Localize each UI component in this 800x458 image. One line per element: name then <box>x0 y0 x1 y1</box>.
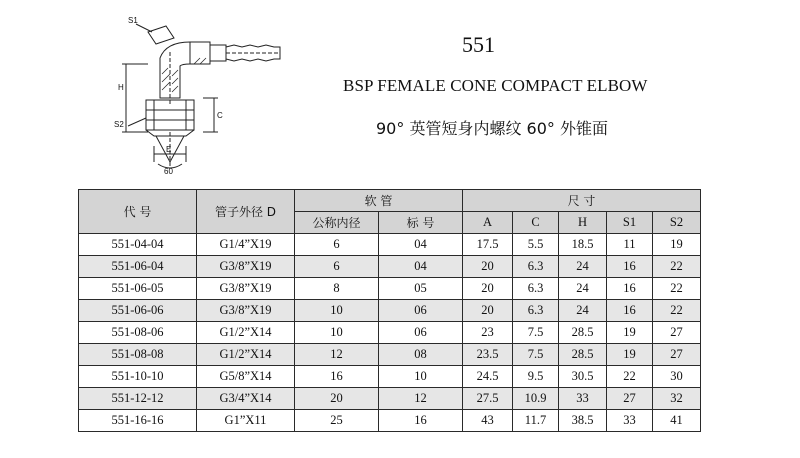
cell-hose-mark: 04 <box>379 256 463 278</box>
cell-c: 6.3 <box>513 278 559 300</box>
cell-code: 551-08-08 <box>79 344 197 366</box>
cell-s1: 16 <box>607 300 653 322</box>
table-row <box>79 278 701 300</box>
cell-hose-mark: 10 <box>379 366 463 388</box>
cell-a: 23.5 <box>463 344 513 366</box>
cell-s1: 19 <box>607 344 653 366</box>
header-s2: S2 <box>653 212 701 234</box>
cell-code: 551-06-04 <box>79 256 197 278</box>
label-h: H <box>118 83 124 92</box>
cell-s1: 22 <box>607 366 653 388</box>
chinese-title: 90° 英管短身内螺纹 60° 外锥面 <box>376 119 608 138</box>
cell-hose-mark: 05 <box>379 278 463 300</box>
cell-hose-od: G1”X11 <box>197 410 295 432</box>
s1-flat <box>148 26 174 44</box>
label-c: C <box>217 111 223 120</box>
cell-hose-nominal: 10 <box>295 300 379 322</box>
cell-code: 551-16-16 <box>79 410 197 432</box>
table-row <box>79 344 701 366</box>
header-s1: S1 <box>607 212 653 234</box>
part-number: 551 <box>462 32 495 57</box>
cell-a: 20 <box>463 300 513 322</box>
table-row <box>79 388 701 410</box>
cell-hose-nominal: 25 <box>295 410 379 432</box>
cell-h: 33 <box>559 388 607 410</box>
cell-s2: 22 <box>653 300 701 322</box>
cell-s1: 16 <box>607 278 653 300</box>
header-hose-od: 管子外径 D <box>197 190 295 234</box>
cell-s2: 22 <box>653 278 701 300</box>
cell-h: 24 <box>559 300 607 322</box>
cell-code: 551-10-10 <box>79 366 197 388</box>
cell-hose-od: G3/8”X19 <box>197 278 295 300</box>
cell-a: 23 <box>463 322 513 344</box>
fitting-drawing <box>108 14 308 174</box>
cell-hose-mark: 06 <box>379 300 463 322</box>
label-s1: S1 <box>128 16 138 25</box>
cell-s1: 27 <box>607 388 653 410</box>
cell-s2: 30 <box>653 366 701 388</box>
cell-a: 17.5 <box>463 234 513 256</box>
cell-h: 24 <box>559 256 607 278</box>
header-hose-nominal: 公称内径 <box>295 212 379 234</box>
header-hose: 软 管 <box>295 190 463 212</box>
cell-hose-od: G1/4”X19 <box>197 234 295 256</box>
cell-hose-od: G3/8”X19 <box>197 300 295 322</box>
table-row <box>79 410 701 432</box>
table-row <box>79 234 701 256</box>
table-row <box>79 322 701 344</box>
label-s2: S2 <box>114 120 124 129</box>
label-e: E <box>166 145 172 154</box>
cell-hose-nominal: 10 <box>295 322 379 344</box>
cell-c: 7.5 <box>513 322 559 344</box>
cell-hose-nominal: 6 <box>295 256 379 278</box>
cell-code: 551-06-06 <box>79 300 197 322</box>
cell-hose-od: G5/8”X14 <box>197 366 295 388</box>
cell-hose-od: G1/2”X14 <box>197 344 295 366</box>
cell-c: 5.5 <box>513 234 559 256</box>
cell-h: 38.5 <box>559 410 607 432</box>
cell-hose-mark: 12 <box>379 388 463 410</box>
cell-c: 7.5 <box>513 344 559 366</box>
cell-s1: 11 <box>607 234 653 256</box>
cell-c: 6.3 <box>513 256 559 278</box>
label-angle: 60 <box>164 167 173 174</box>
cell-c: 11.7 <box>513 410 559 432</box>
english-title: BSP FEMALE CONE COMPACT ELBOW <box>343 76 648 95</box>
cell-a: 43 <box>463 410 513 432</box>
nut-s1 <box>190 42 210 64</box>
cell-s1: 16 <box>607 256 653 278</box>
nut-s2 <box>146 100 194 130</box>
table-row <box>79 300 701 322</box>
cell-hose-od: G1/2”X14 <box>197 322 295 344</box>
header-a: A <box>463 212 513 234</box>
cell-s1: 19 <box>607 322 653 344</box>
cell-h: 28.5 <box>559 344 607 366</box>
header-h: H <box>559 212 607 234</box>
cell-s2: 27 <box>653 344 701 366</box>
cell-hose-nominal: 16 <box>295 366 379 388</box>
cell-s2: 27 <box>653 322 701 344</box>
cell-c: 9.5 <box>513 366 559 388</box>
cell-code: 551-12-12 <box>79 388 197 410</box>
cell-s2: 32 <box>653 388 701 410</box>
cell-h: 28.5 <box>559 322 607 344</box>
cell-code: 551-08-06 <box>79 322 197 344</box>
cell-a: 20 <box>463 278 513 300</box>
cell-a: 27.5 <box>463 388 513 410</box>
cell-s1: 33 <box>607 410 653 432</box>
header-dimensions: 尺 寸 <box>463 190 701 212</box>
cell-hose-mark: 16 <box>379 410 463 432</box>
cell-a: 24.5 <box>463 366 513 388</box>
cell-code: 551-06-05 <box>79 278 197 300</box>
cell-hose-nominal: 6 <box>295 234 379 256</box>
cell-h: 24 <box>559 278 607 300</box>
cell-hose-mark: 04 <box>379 234 463 256</box>
cell-s2: 41 <box>653 410 701 432</box>
cell-hose-mark: 06 <box>379 322 463 344</box>
spec-table <box>78 189 701 432</box>
cell-hose-mark: 08 <box>379 344 463 366</box>
cell-hose-od: G3/8”X19 <box>197 256 295 278</box>
cell-s2: 22 <box>653 256 701 278</box>
header-code: 代 号 <box>79 190 197 234</box>
table-row <box>79 366 701 388</box>
cell-h: 30.5 <box>559 366 607 388</box>
header-c: C <box>513 212 559 234</box>
cell-s2: 19 <box>653 234 701 256</box>
cell-hose-nominal: 20 <box>295 388 379 410</box>
cell-h: 18.5 <box>559 234 607 256</box>
cell-c: 10.9 <box>513 388 559 410</box>
cell-hose-nominal: 12 <box>295 344 379 366</box>
cell-a: 20 <box>463 256 513 278</box>
cell-hose-od: G3/4”X14 <box>197 388 295 410</box>
cell-hose-nominal: 8 <box>295 278 379 300</box>
cell-c: 6.3 <box>513 300 559 322</box>
table-row <box>79 256 701 278</box>
header-hose-mark: 标 号 <box>379 212 463 234</box>
cell-code: 551-04-04 <box>79 234 197 256</box>
